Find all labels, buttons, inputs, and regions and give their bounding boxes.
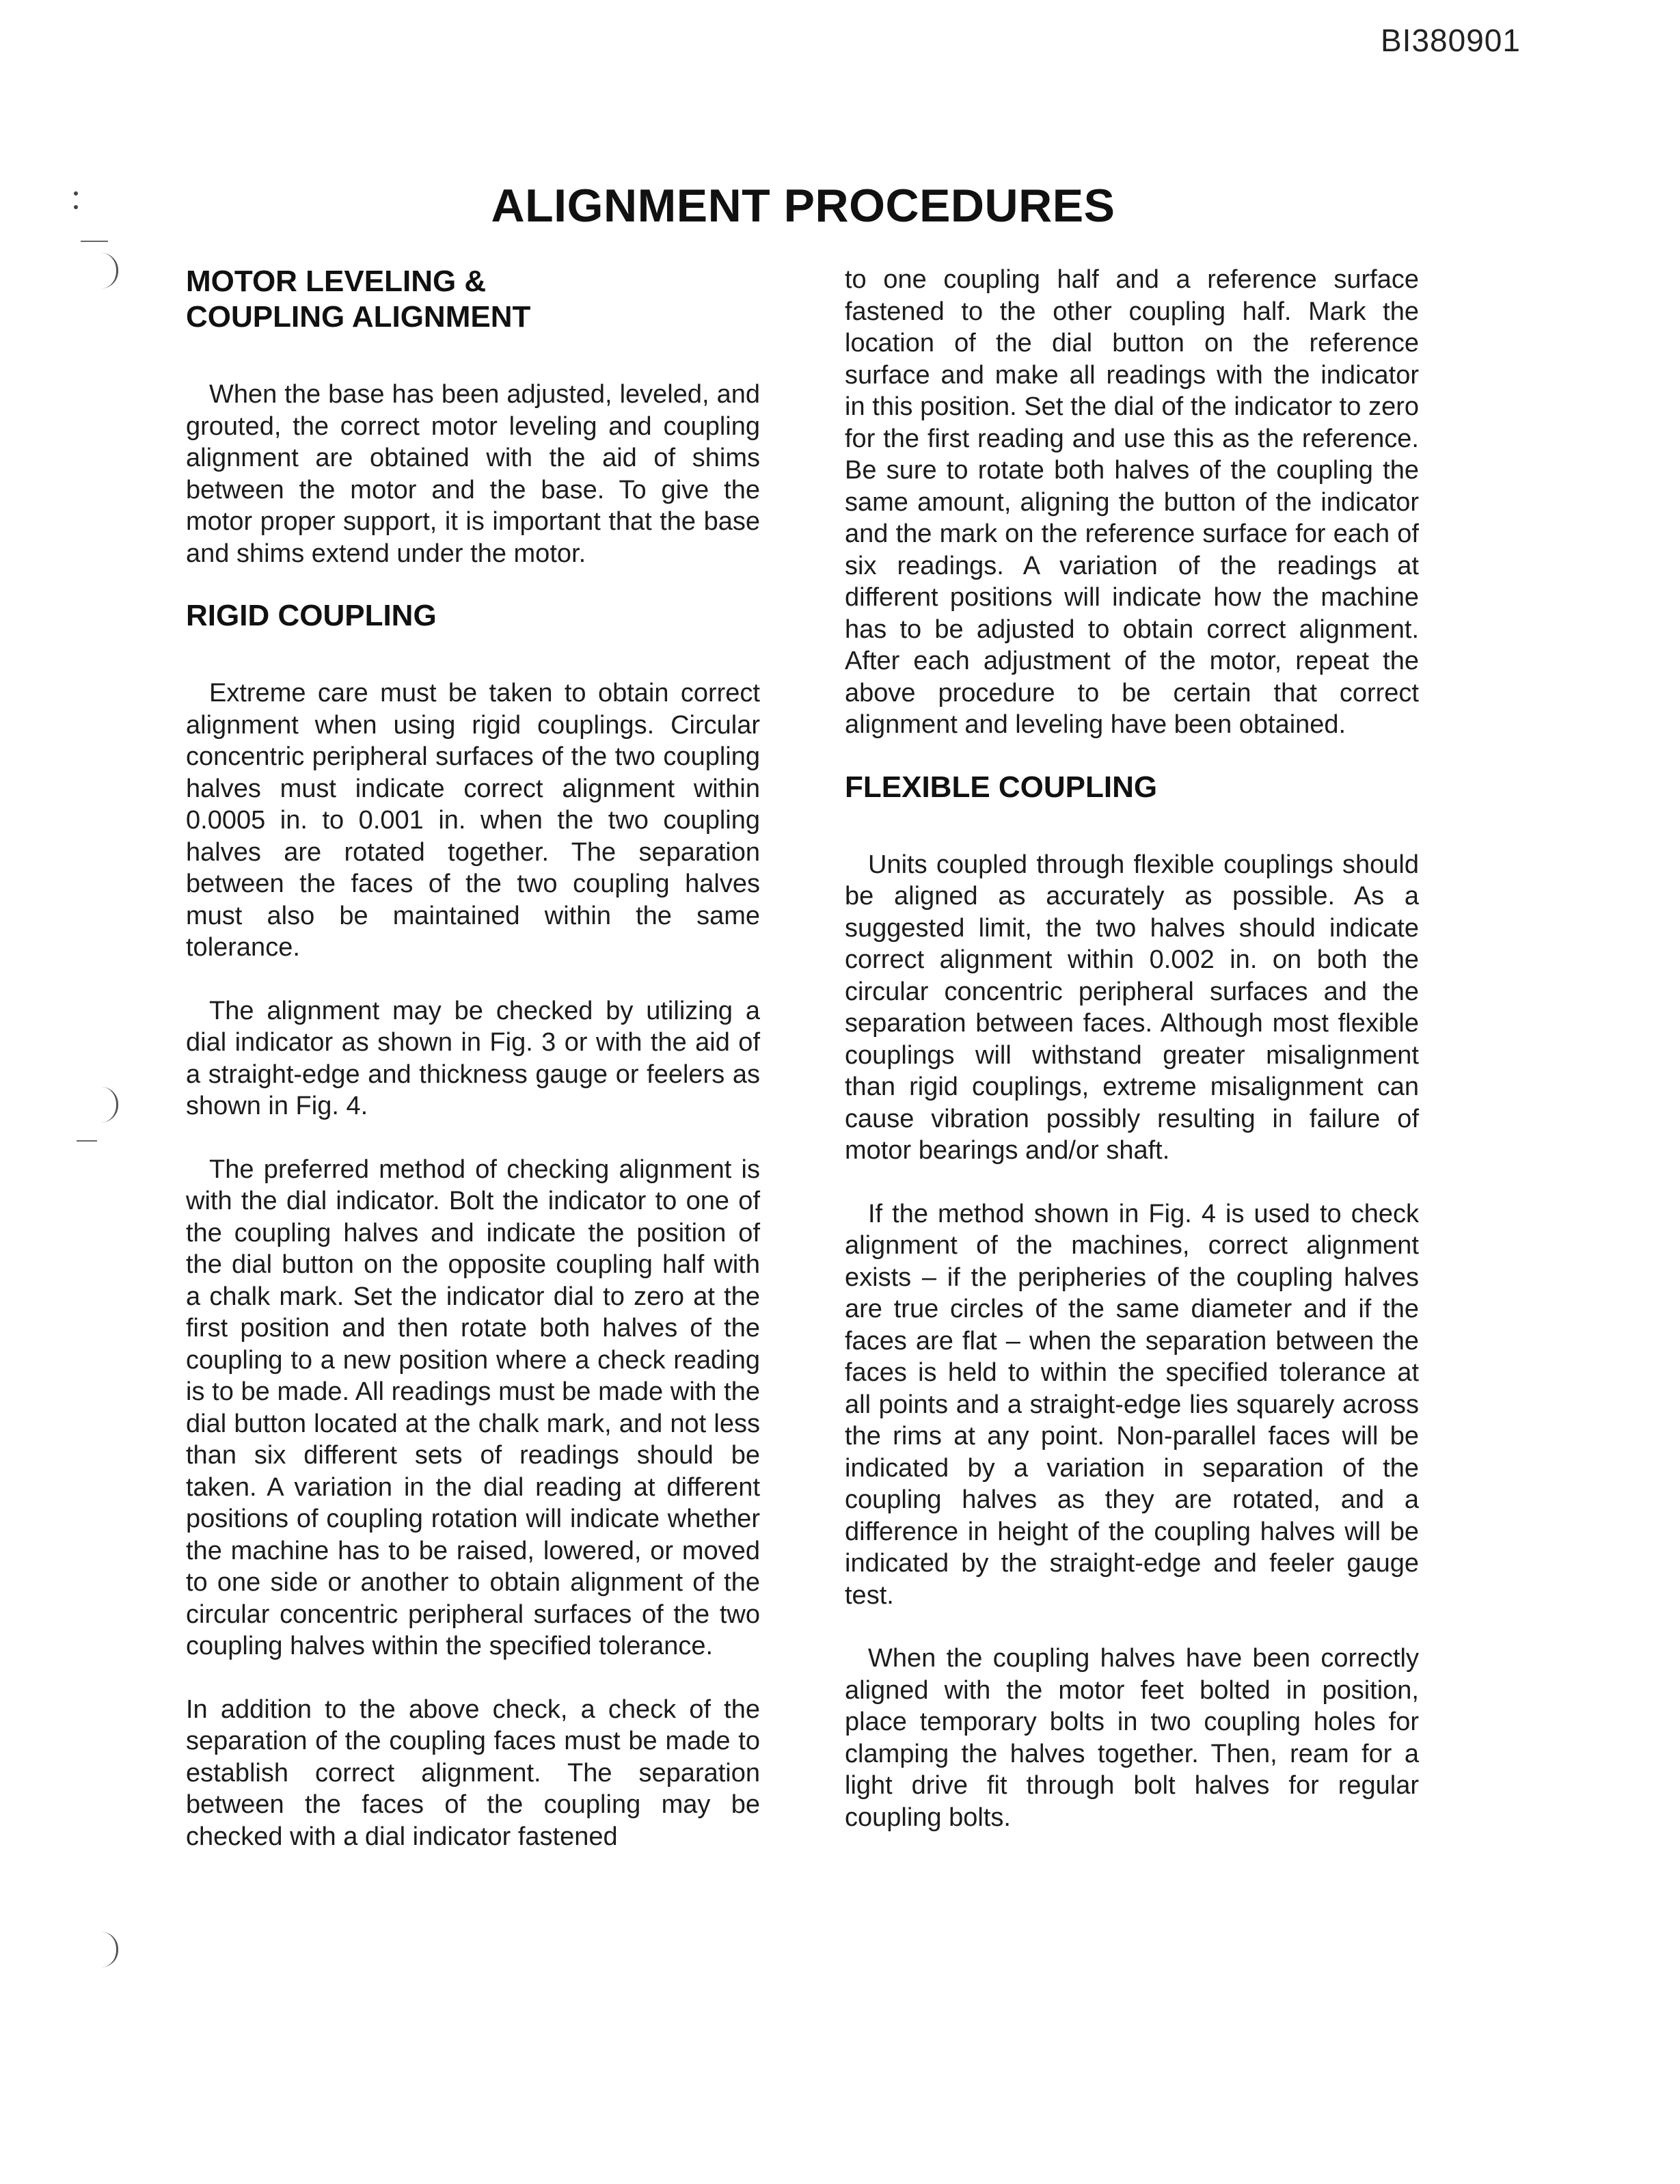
scan-mark (101, 1932, 118, 1967)
scan-mark (101, 253, 118, 288)
flexible-coupling-heading: FLEXIBLE COUPLING (845, 770, 1158, 804)
scan-mark (77, 1140, 97, 1142)
rigid-coupling-heading: RIGID COUPLING (186, 599, 437, 632)
motor-leveling-heading (186, 264, 760, 335)
scan-mark (101, 1087, 118, 1122)
left-column (186, 264, 760, 1852)
scan-mark (81, 241, 108, 242)
flexible-paragraph-1: Units coupled through flexible couplings should be aligned as accurately as possible. As a suggested limit, the two halves should indicate correct alignment within 0.002 in. on both the circular concentric peripheral surfaces and the separation between faces. Although most flexible couplings will withstand greater misalignment than rigid couplings, extreme misalignment can cause vibration possibly resulting in failure of motor bearings and/or shaft. (845, 850, 1419, 1165)
page-title: ALIGNMENT PROCEDURES (491, 180, 1115, 232)
flexible-paragraph-3: When the coupling halves have been correctly aligned with the motor feet bolted in position, place temporary bolts in two coupling holes for clamping the halves together. Then, ream for a light drive fit through bolt halves for regular coupling bolts. (845, 1644, 1419, 1832)
motor-paragraph: When the base has been adjusted, leveled, and grouted, the correct motor leveling and coupling alignment are obtained with the aid of shims between the motor and the base. To give the motor proper support, it is important that the base and shims extend under the motor. (186, 380, 760, 568)
document-id: BI380901 (1381, 23, 1521, 58)
rigid-paragraph-1: Extreme care must be taken to obtain correct alignment when using rigid couplings. Circular concentric peripheral surfaces of the two coupling halves must indicate correct alignment within 0.0005 in. to 0.001 in. when the two coupling halves are rotated together. The separation between the faces of the two coupling halves must also be maintained within the same tolerance. (186, 679, 760, 962)
rigid-paragraph-3: The preferred method of checking alignment is with the dial indicator. Bolt the indicator to one of the coupling halves and indicate the position of the dial button on the opposite coupling half with a chalk mark. Set the indicator dial to zero at the first position and then rotate both halves of the coupling to a new position where a check reading is to be made. All readings must be made with the dial button located at the chalk mark, and not less than six different sets of readings should be taken. A variation in the dial reading at different positions of coupling rotation will indicate whether the machine has to be raised, lowered, or moved to one side or another to obtain alignment of the circular concentric peripheral surfaces of the two coupling halves within the specified tolerance. (186, 1155, 760, 1660)
rigid-paragraph-4: In addition to the above check, a check of the separation of the coupling faces must be made to establish correct alignment. The separation between the faces of the coupling may be checked with a dial indicator fastened (186, 1695, 760, 1851)
motor-heading-line2: COUPLING ALIGNMENT (186, 300, 531, 334)
flexible-paragraph-2: If the method shown in Fig. 4 is used to check alignment of the machines, correct alignment exists – if the peripheries of the coupling halves are true circles of the same diameter and if the faces are flat – when the separation between the faces is held to within the specified tolerance at all points and a straight-edge lies squarely across the rims at any point. Non-parallel faces will be indicated by a variation in separation of the coupling halves as they are rotated, and a difference in height of the coupling halves will be indicated by the straight-edge and feeler gauge test. (845, 1199, 1419, 1610)
right-column (845, 264, 1419, 1833)
continued-paragraph: to one coupling half and a reference surface fastened to the other coupling half. Mark the location of the dial button on the reference surface and make all readings with the indicator in this position. Set the dial of the indicator to zero for the first reading and use this as the reference. Be sure to rotate both halves of the coupling the same amount, aligning the button of the indicator and the mark on the reference surface for each of six readings. A variation of the readings at different positions will indicate how the machine has to be adjusted to obtain correct alignment. After each adjustment of the motor, repeat the above procedure to be certain that correct alignment and leveling have been obtained. (845, 265, 1419, 739)
motor-heading-line1: MOTOR LEVELING & (186, 265, 487, 298)
rigid-paragraph-2: The alignment may be checked by utilizing a dial indicator as shown in Fig. 3 or with the aid of a straight-edge and thickness gauge or feelers as shown in Fig. 4. (186, 996, 760, 1120)
